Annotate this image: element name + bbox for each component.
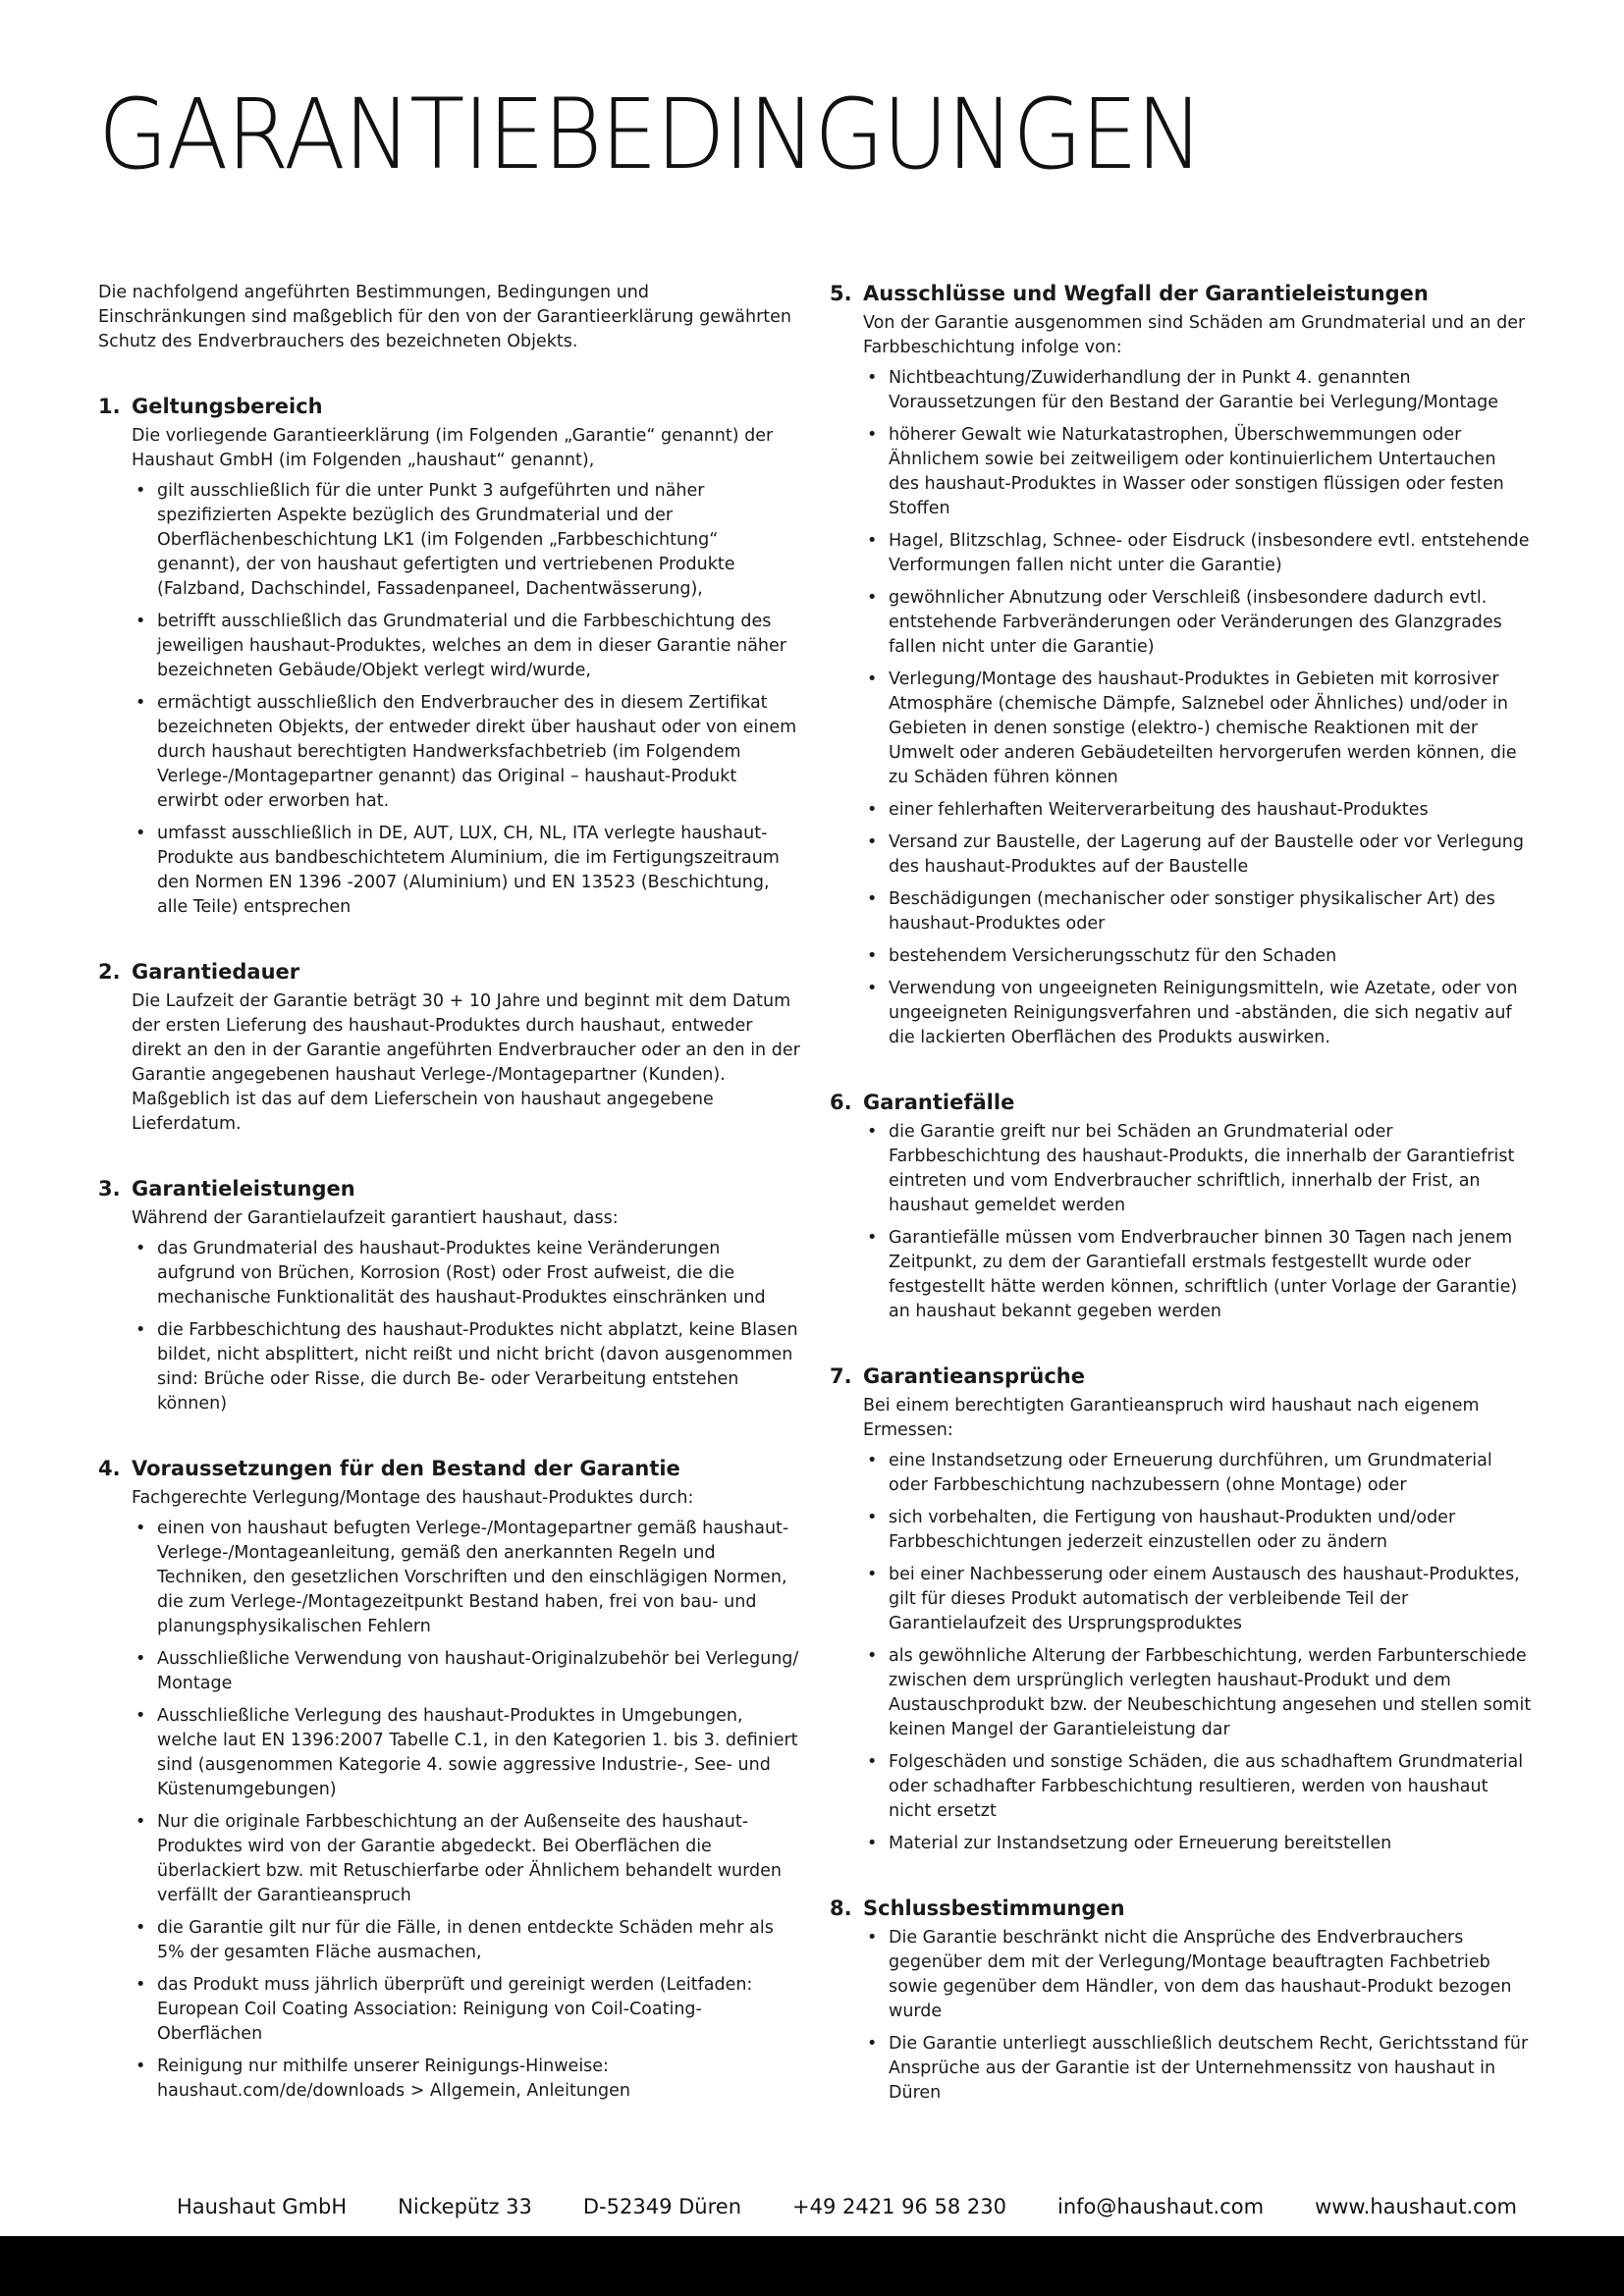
section-lead: Die vorliegende Garantieerklärung (im Folgenden „Garantie“ genannt) der Haushaut GmbH (im Folgenden „haushaut“ genannt), [132,426,774,470]
section-lead: Die Laufzeit der Garantie beträgt 30 + 10 Jahre und beginnt mit dem Datum der ersten Lieferung des haushaut-Produktes durch haushaut, entweder direkt an den in der Garantie angeführten Endverbraucher oder an den in der Garantie angegebenen haushaut Verlege-/Montagepartner (Kunden). Maßgeblich ist das auf dem Lieferschein von haushaut angegebene Lieferdatum. [132,991,800,1134]
bullet-item: • die Garantie gilt nur für die Fälle, in denen entdeckte Schäden mehr als 5% der gesamten Fläche ausmachen, [132,1916,800,1965]
section-5 [830,281,1532,1050]
page-title: GARANTIEBEDINGUNGEN [98,79,1203,191]
bullet-item: • Folgeschäden und sonstige Schäden, die aus schadhaftem Grundmaterial oder schadhafter Farbbeschichtung resultieren, werden von haushaut nicht ersetzt [863,1750,1532,1824]
bullet-item: • Nur die originale Farbbeschichtung an der Außenseite des haushaut-Produktes wird von der Garantie abgedeckt. Bei Oberflächen die überlackiert bzw. mit Retuschierfarbe oder Ähnlichem behandelt wurden verfällt der Garantieanspruch [132,1810,800,1908]
section-number: 3. [98,1177,121,1201]
footer-city: D-52349 Düren [582,2195,741,2218]
bullet-item: • Die Garantie unterliegt ausschließlich deutschem Recht, Gerichtsstand für Ansprüche aus der Garantie ist der Unternehmenssitz von haushaut in Düren [863,2032,1532,2106]
bullet-item: • die Garantie greift nur bei Schäden an Grundmaterial oder Farbbeschichtung des haushaut-Produkts, die innerhalb der Garantiefrist eintreten und vom Endverbraucher schriftlich, innerhalb der Frist, an haushaut gemeldet werden [863,1120,1532,1218]
bullet-item: • Ausschließliche Verwendung von haushaut-Originalzubehör bei Verlegung/ Montage [132,1647,800,1696]
intro-paragraph: Die nachfolgend angeführten Bestimmungen, Bedingungen und Einschränkungen sind maßgeblich für den von der Garantieerklärung gewährten Schutz des Endverbrauchers des bezeichneten Objekts. [98,283,791,351]
bullet-item: • Reinigung nur mithilfe unserer Reinigungs-Hinweise: haushaut.com/de/downloads > Allgemein, Anleitungen [132,2055,800,2104]
section-heading [830,1363,1532,1390]
section-number: 7. [830,1364,852,1388]
bullet-item: • sich vorbehalten, die Fertigung von haushaut-Produkten und/oder Farbbeschichtungen jederzeit einzustellen oder zu ändern [863,1506,1532,1555]
section-lead: Während der Garantielaufzeit garantiert haushaut, dass: [132,1208,619,1228]
section-2 [98,959,800,1137]
section-heading [98,1456,800,1482]
section-number: 2. [98,960,121,984]
section-number: 4. [98,1457,121,1480]
section-heading-text: Voraussetzungen für den Bestand der Garantie [132,1457,680,1480]
footer-street: Nickepütz 33 [398,2195,532,2218]
bullet-item: • das Produkt muss jährlich überprüft und gereinigt werden (Leitfaden: European Coil Coating Association: Reinigung von Coil-Coating-Oberflächen [132,1973,800,2047]
footer-phone: +49 2421 96 58 230 [792,2195,1006,2218]
section-7 [830,1363,1532,1856]
section-lead: Bei einem berechtigten Garantieanspruch wird haushaut nach eigenem Ermessen: [863,1396,1480,1440]
footer-company: Haushaut GmbH [177,2195,348,2218]
bottom-bar [0,2236,1624,2296]
section-number: 5. [830,282,852,305]
right-column [830,281,1532,2145]
bullet-list [863,366,1532,1050]
bullet-item: • das Grundmaterial des haushaut-Produktes keine Veränderungen aufgrund von Brüchen, Korrosion (Rost) oder Frost aufweist, die die mechanische Funktionalität des haushaut-Produktes einschränken und [132,1237,800,1310]
bullet-item: • bestehendem Versicherungsschutz für den Schaden [863,944,1532,969]
section-8 [830,1896,1532,2106]
bullet-list [863,1449,1532,1856]
bullet-item: • gilt ausschließlich für die unter Punkt 3 aufgeführten und näher spezifizierten Aspekte bezüglich des Grundmaterial und der Oberflächenbeschichtung LK1 (im Folgenden „Farbbeschichtung“ genannt), der von haushaut gefertigten und vertriebenen Produkte (Falzband, Dachschindel, Fassadenpaneel, Dachentwässerung), [132,479,800,602]
bullet-list [863,1926,1532,2106]
bullet-item: • Garantiefälle müssen vom Endverbraucher binnen 30 Tagen nach jenem Zeitpunkt, zu dem der Garantiefall erstmals festgestellt wurde oder festgestellt hätte werden können, schriftlich (unter Vorlage der Garantie) an haushaut bekannt gegeben werden [863,1226,1532,1324]
section-heading [830,1896,1532,1922]
bullet-item: • Hagel, Blitzschlag, Schnee- oder Eisdruck (insbesondere evtl. entstehende Verformungen fallen nicht unter die Garantie) [863,529,1532,578]
section-heading-text: Garantiefälle [863,1091,1015,1114]
section-heading [98,959,800,986]
bullet-item: • Verlegung/Montage des haushaut-Produktes in Gebieten mit korrosiver Atmosphäre (chemische Dämpfe, Salznebel oder Ähnliches) und/oder in Gebieten in denen sonstige (elektro-) chemische Reaktionen mit der Umwelt oder anderen Gebäudeteilten hervorgerufen werden können, die zu Schäden führen können [863,667,1532,790]
footer-web: www.haushaut.com [1315,2195,1518,2218]
footer-email: info@haushaut.com [1057,2195,1265,2218]
left-column [98,281,800,2143]
bullet-item: • als gewöhnliche Alterung der Farbbeschichtung, werden Farbunterschiede zwischen dem ursprünglich verlegten haushaut-Produkt und dem Austauschprodukt bzw. der Neubeschichtung angesehen und stellen somit keinen Mangel der Garantieleistung dar [863,1644,1532,1742]
bullet-item: • ermächtigt ausschließlich den Endverbraucher des in diesem Zertifikat bezeichneten Objekts, der entweder direkt über haushaut oder von einem durch haushaut berechtigten Handwerksfachbetrieb (im Folgendem Verlege-/Montagepartner genannt) das Original – haushaut-Produkt erwirbt oder erworben hat. [132,691,800,814]
bullet-item: • betrifft ausschließlich das Grundmaterial und die Farbbeschichtung des jeweiligen haushaut-Produktes, welches an dem in dieser Garantie näher bezeichneten Gebäude/Objekt verlegt wird/wurde, [132,610,800,683]
section-1 [98,394,800,920]
section-3 [98,1176,800,1416]
bullet-item: • bei einer Nachbesserung oder einem Austausch des haushaut-Produktes, gilt für dieses Produkt automatisch der verbleibende Teil der Garantielaufzeit des Ursprungsproduktes [863,1563,1532,1636]
section-heading [98,394,800,420]
bullet-item: • Versand zur Baustelle, der Lagerung auf der Baustelle oder vor Verlegung des haushaut-Produktes auf der Baustelle [863,830,1532,880]
bullet-item: • Beschädigungen (mechanischer oder sonstiger physikalischer Art) des haushaut-Produktes oder [863,887,1532,936]
section-heading [98,1176,800,1202]
section-heading-text: Schlussbestimmungen [863,1896,1125,1920]
bullet-list [132,1237,800,1416]
section-heading-text: Geltungsbereich [132,395,323,418]
bullet-item: • Verwendung von ungeeigneten Reinigungsmitteln, wie Azetate, oder von ungeeigneten Reinigungsverfahren und -abständen, die sich negativ auf die lackierten Oberflächen des Produkts auswirken. [863,977,1532,1050]
bullet-item: • höherer Gewalt wie Naturkatastrophen, Überschwemmungen oder Ähnlichem sowie bei zeitweiligem oder kontinuierlichem Untertauchen des haushaut-Produktes in Wasser oder sonstigen flüssigen oder festen Stoffen [863,423,1532,521]
section-heading-text: Ausschlüsse und Wegfall der Garantieleistungen [863,282,1429,305]
section-lead: Von der Garantie ausgenommen sind Schäden am Grundmaterial und an der Farbbeschichtung infolge von: [863,313,1526,357]
section-heading-text: Garantiedauer [132,960,300,984]
section-number: 1. [98,395,121,418]
bullet-list [863,1120,1532,1324]
bullet-item: • die Farbbeschichtung des haushaut-Produktes nicht abplatzt, keine Blasen bildet, nicht absplittert, nicht reißt und nicht bricht (davon ausgenommen sind: Brüche oder Risse, die durch Be- oder Verarbeitung entstehen können) [132,1318,800,1416]
section-heading [830,281,1532,307]
section-heading-text: Garantieleistungen [132,1177,355,1201]
bullet-item: • Material zur Instandsetzung oder Erneuerung bereitstellen [863,1832,1532,1856]
section-heading [830,1090,1532,1116]
section-heading-text: Garantieansprüche [863,1364,1085,1388]
bullet-list [132,479,800,920]
footer-contact [177,2195,1517,2218]
bullet-item: • einer fehlerhaften Weiterverarbeitung des haushaut-Produktes [863,798,1532,823]
section-lead: Fachgerechte Verlegung/Montage des haushaut-Produktes durch: [132,1488,694,1508]
bullet-item: • gewöhnlicher Abnutzung oder Verschleiß (insbesondere dadurch evtl. entstehende Farbveränderungen oder Veränderungen des Glanzgrades fallen nicht unter die Garantie) [863,586,1532,660]
section-number: 6. [830,1091,852,1114]
bullet-item: • Die Garantie beschränkt nicht die Ansprüche des Endverbrauchers gegenüber dem mit der Verlegung/Montage beauftragten Fachbetrieb sowie gegenüber dem Händler, von dem das haushaut-Produkt bezogen wurde [863,1926,1532,2024]
section-number: 8. [830,1896,852,1920]
bullet-item: • Nichtbeachtung/Zuwiderhandlung der in Punkt 4. genannten Voraussetzungen für den Bestand der Garantie bei Verlegung/Montage [863,366,1532,415]
bullet-item: • eine Instandsetzung oder Erneuerung durchführen, um Grundmaterial oder Farbbeschichtung nachzubessern (ohne Montage) oder [863,1449,1532,1498]
bullet-list [132,1517,800,2104]
section-4 [98,1456,800,2104]
section-6 [830,1090,1532,1324]
bullet-item: • umfasst ausschließlich in DE, AUT, LUX, CH, NL, ITA verlegte haushaut-Produkte aus bandbeschichtetem Aluminium, die im Fertigungszeitraum den Normen EN 1396 -2007 (Aluminium) und EN 13523 (Beschichtung, alle Teile) entsprechen [132,822,800,920]
bullet-item: • einen von haushaut befugten Verlege-/Montagepartner gemäß haushaut-Verlege-/Montageanleitung, gemäß den anerkannten Regeln und Techniken, den gesetzlichen Vorschriften und den einschlägigen Normen, die zum Verlege-/Montagezeitpunkt Bestand haben, frei von bau- und planungsphysikalischen Fehlern [132,1517,800,1639]
bullet-item: • Ausschließliche Verlegung des haushaut-Produktes in Umgebungen, welche laut EN 1396:2007 Tabelle C.1, in den Kategorien 1. bis 3. definiert sind (ausgenommen Kategorie 4. sowie aggressive Industrie-, See- und Küstenumgebungen) [132,1704,800,1802]
